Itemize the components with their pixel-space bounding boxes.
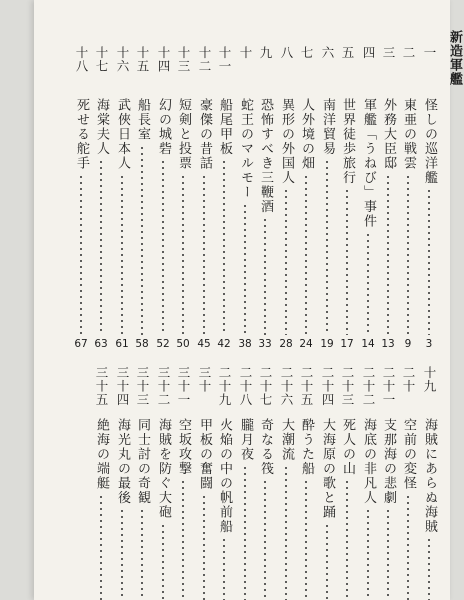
dot-leader xyxy=(162,159,164,335)
dot-leader xyxy=(326,523,328,600)
dot-leader xyxy=(80,174,82,336)
page-number: 17 xyxy=(340,338,354,350)
chapter-title: 海光丸の最後 xyxy=(115,418,130,505)
dot-leader xyxy=(141,145,143,336)
page-number: 61 xyxy=(115,338,129,350)
dot-leader xyxy=(285,465,287,600)
chapter-title: 南洋貿易 xyxy=(320,98,335,156)
dot-leader xyxy=(162,523,164,600)
chapter-title: 世界徒歩旅行 xyxy=(340,98,355,185)
section-heading: 新造軍艦 xyxy=(447,30,462,86)
chapter-title: 火焔の中の帆前船 xyxy=(217,418,232,534)
chapter-number: 三 xyxy=(381,46,396,60)
chapter-title: 武俠日本人 xyxy=(115,98,130,171)
book-page xyxy=(34,0,462,600)
dot-leader xyxy=(326,159,328,335)
chapter-number: 三十二 xyxy=(156,366,171,407)
chapter-title: 軍艦「うねび」事件 xyxy=(361,98,376,229)
dot-leader xyxy=(264,479,266,600)
chapter-number: 六 xyxy=(320,46,335,60)
dot-leader xyxy=(428,537,430,600)
chapter-number: 八 xyxy=(279,46,294,60)
toc-entry xyxy=(298,366,314,600)
toc-entry xyxy=(257,366,273,600)
chapter-number: 三十四 xyxy=(115,366,130,407)
toc-entry xyxy=(380,46,396,350)
chapter-title: 甲板の奮闘 xyxy=(197,418,212,491)
toc-entry xyxy=(339,46,355,350)
toc-entry xyxy=(155,366,171,600)
chapter-title: 豪傑の昔話 xyxy=(197,98,212,171)
toc-entry xyxy=(400,366,416,600)
toc-entry xyxy=(339,366,355,600)
chapter-title: 死せる舵手 xyxy=(74,98,89,171)
page-number: 38 xyxy=(238,338,252,350)
chapter-number: 二十二 xyxy=(361,366,376,407)
toc-entry xyxy=(380,366,396,600)
dot-leader xyxy=(305,174,307,336)
toc-entry xyxy=(237,366,253,600)
toc-entry xyxy=(421,46,437,350)
chapter-number: 三十 xyxy=(197,366,212,393)
dot-leader xyxy=(121,174,123,336)
chapter-number: 四 xyxy=(361,46,376,60)
page-number: 58 xyxy=(135,338,149,350)
chapter-title: 船尾甲板 xyxy=(217,98,232,156)
chapter-title: 朧月夜 xyxy=(238,418,253,462)
chapter-title: 異形の外国人 xyxy=(279,98,294,185)
dot-leader xyxy=(387,174,389,336)
chapter-title: 大潮流 xyxy=(279,418,294,462)
toc-entry xyxy=(134,46,150,350)
chapter-title: 短剣と投票 xyxy=(176,98,191,171)
chapter-title: 海賊にあらぬ海賊 xyxy=(422,418,437,534)
chapter-title: 支那海の悲劇 xyxy=(381,418,396,505)
page-number: 63 xyxy=(94,338,108,350)
toc-entry xyxy=(421,366,437,600)
dot-leader xyxy=(244,203,246,336)
chapter-title: 外務大臣邸 xyxy=(381,98,396,171)
chapter-title: 怪しの巡洋艦 xyxy=(422,98,437,185)
chapter-number: 十四 xyxy=(156,46,171,73)
dot-leader xyxy=(367,232,369,336)
toc-entry xyxy=(360,46,376,350)
toc-entry xyxy=(93,366,109,600)
page-number: 3 xyxy=(425,338,433,350)
toc-entry xyxy=(400,46,416,350)
chapter-title: 海賊を防ぐ大砲 xyxy=(156,418,171,520)
chapter-number: 二十七 xyxy=(258,366,273,407)
chapter-number: 九 xyxy=(258,46,273,60)
dot-leader xyxy=(428,188,430,335)
chapter-number: 十 xyxy=(238,46,253,60)
toc-entry xyxy=(257,46,273,350)
chapter-title: 空前の変怪 xyxy=(401,418,416,491)
page-number: 67 xyxy=(74,338,88,350)
toc-entry xyxy=(319,366,335,600)
chapter-number: 十二 xyxy=(197,46,212,73)
toc-entry xyxy=(360,366,376,600)
chapter-number: 三十五 xyxy=(94,366,109,407)
chapter-title: 船長室 xyxy=(135,98,150,142)
toc-entry xyxy=(216,46,232,350)
dot-leader xyxy=(407,494,409,600)
toc-entry xyxy=(175,46,191,350)
dot-leader xyxy=(182,479,184,600)
chapter-title: 奇なる筏 xyxy=(258,418,273,476)
toc-entry xyxy=(73,46,89,350)
chapter-number: 二十九 xyxy=(217,366,232,407)
dot-leader xyxy=(305,479,307,600)
dot-leader xyxy=(203,174,205,336)
dot-leader xyxy=(121,508,123,600)
dot-leader xyxy=(223,537,225,600)
chapter-title: 大海原の歌と踊 xyxy=(320,418,335,520)
toc-entry xyxy=(114,46,130,350)
chapter-number: 二十六 xyxy=(279,366,294,407)
toc-entry xyxy=(196,366,212,600)
dot-leader xyxy=(244,465,246,600)
toc-entry xyxy=(155,46,171,350)
chapter-number: 七 xyxy=(299,46,314,60)
chapter-number: 十九 xyxy=(422,366,437,393)
page-number: 14 xyxy=(361,338,375,350)
chapter-number: 二十四 xyxy=(320,366,335,407)
chapter-number: 十七 xyxy=(94,46,109,73)
dot-leader xyxy=(100,494,102,600)
toc-entry xyxy=(134,366,150,600)
page-number: 13 xyxy=(381,338,395,350)
dot-leader xyxy=(387,508,389,600)
chapter-number: 二十 xyxy=(401,366,416,393)
toc-entry xyxy=(319,46,335,350)
chapter-number: 十五 xyxy=(135,46,150,73)
dot-leader xyxy=(285,188,287,335)
toc-entry xyxy=(278,46,294,350)
chapter-number: 一 xyxy=(422,46,437,60)
dot-leader xyxy=(367,508,369,600)
dot-leader xyxy=(346,479,348,600)
page-number: 9 xyxy=(404,338,412,350)
chapter-title: 恐怖すべき三鞭酒 xyxy=(258,98,273,214)
page-number: 52 xyxy=(156,338,170,350)
chapter-title: 酔うた船 xyxy=(299,418,314,476)
chapter-number: 三十一 xyxy=(176,366,191,407)
toc-entry xyxy=(175,366,191,600)
chapter-number: 十三 xyxy=(176,46,191,73)
chapter-title: 空坂攻撃 xyxy=(176,418,191,476)
chapter-number: 十一 xyxy=(217,46,232,73)
page-number: 45 xyxy=(197,338,211,350)
chapter-number: 二十五 xyxy=(299,366,314,407)
page-number: 28 xyxy=(279,338,293,350)
toc-entry xyxy=(278,366,294,600)
page-number: 19 xyxy=(320,338,334,350)
chapter-number: 五 xyxy=(340,46,355,60)
chapter-number: 二 xyxy=(401,46,416,60)
page-number: 42 xyxy=(217,338,231,350)
chapter-number: 十六 xyxy=(115,46,130,73)
chapter-title: 死人の山 xyxy=(340,418,355,476)
toc-entry xyxy=(216,366,232,600)
toc-entry xyxy=(93,46,109,350)
chapter-title: 幻の城砦 xyxy=(156,98,171,156)
dot-leader xyxy=(141,508,143,600)
dot-leader xyxy=(407,174,409,336)
dot-leader xyxy=(264,217,266,335)
chapter-number: 二十三 xyxy=(340,366,355,407)
chapter-title: 海底の非凡人 xyxy=(361,418,376,505)
chapter-number: 三十三 xyxy=(135,366,150,407)
chapter-number: 十八 xyxy=(74,46,89,73)
toc-entry xyxy=(298,46,314,350)
chapter-number: 二十一 xyxy=(381,366,396,407)
dot-leader xyxy=(100,159,102,335)
dot-leader xyxy=(223,159,225,335)
chapter-title: 同士討の奇観 xyxy=(135,418,150,505)
chapter-title: 蛇王のマルモー xyxy=(238,98,253,200)
dot-leader xyxy=(203,494,205,600)
chapter-title: 人外境の畑 xyxy=(299,98,314,171)
toc-entry xyxy=(114,366,130,600)
page-number: 33 xyxy=(258,338,272,350)
toc-entry xyxy=(196,46,212,350)
page-number: 50 xyxy=(176,338,190,350)
toc-entry xyxy=(237,46,253,350)
page-number: 24 xyxy=(299,338,313,350)
chapter-number: 二十八 xyxy=(238,366,253,407)
chapter-title: 海棠夫人 xyxy=(94,98,109,156)
dot-leader xyxy=(182,174,184,336)
chapter-title: 絶海の端艇 xyxy=(94,418,109,491)
dot-leader xyxy=(346,188,348,335)
chapter-title: 東亜の戦雲 xyxy=(401,98,416,171)
